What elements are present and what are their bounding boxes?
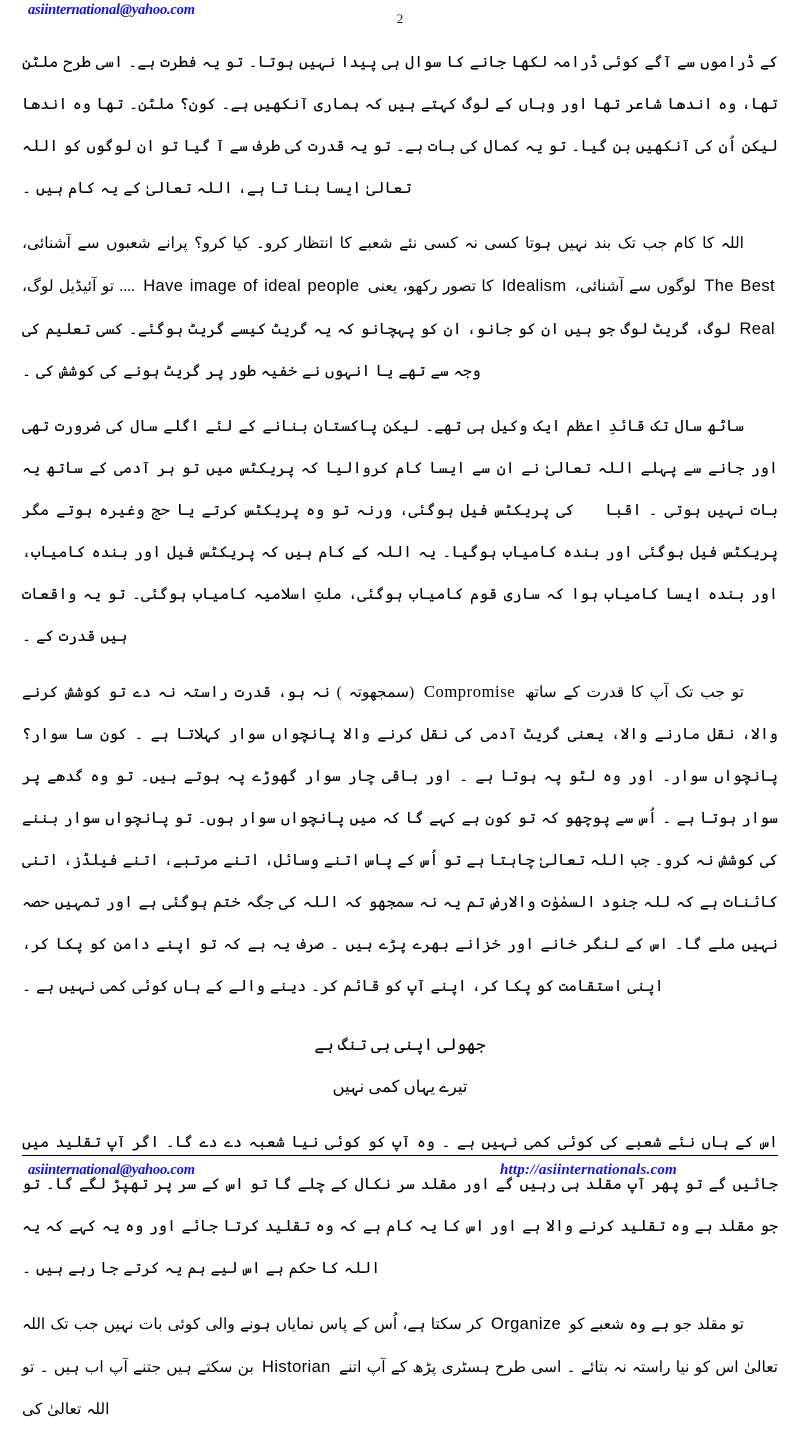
urdu-run: .... تو آئیڈیل لوگ، <box>22 278 141 295</box>
urdu-run: ساٹھ سال تک قائدِ اعظم ایک وکیل ہی تھے۔ لیکن پاکستان بنانے کے لئے اگلے سال کی ضرورت تھی اور جانے سے پہلے اللہ تعالیٰ نے ان سے ایسا کام کروالیا کہ پریکٹس میں تو ہر آدمی کے ساتھ یہ بات نہیں ہوتی ۔ اقبالؒ کی پریکٹس فیل ہوگئی، ورنہ تو وہ پریکٹس کرتے یا حج وغیرہ ہوتے مگر پریکٹس فیل ہوگئی اور بندہ کامیاب ہوگیا۔ یہ اللہ کے کام ہیں کہ پریکٹس فیل اور بندہ کامیاب، اور بندہ ایسا کامیاب ہوا کہ ساری قوم کامیاب ہوگئی، ملتِ اسلامیہ کامیاب ہوگئی۔ تو یہ واقعات ہیں قدرت کے ۔ <box>22 418 778 645</box>
english-term-idealism: Idealism <box>501 277 567 295</box>
footer-website-link[interactable]: http://asiinternationals.com <box>500 1162 677 1178</box>
english-term-organize: Organize <box>490 1315 562 1333</box>
footer-email-link[interactable]: asiinternational@yahoo.com <box>28 1162 195 1178</box>
verse-line-1: جھولی اپنی ہی تنگ ہے <box>314 1035 486 1054</box>
verse-block <box>22 1024 778 1108</box>
urdu-run: تو جب تک آپ کا قدرت کے ساتھ <box>518 684 744 701</box>
paragraph-6 <box>22 1303 778 1431</box>
urdu-run: اس کے ہاں نئے شعبے کی کوئی کمی نہیں ہے ۔ وہ آپ کو کوئی نیا شعبہ دے دے گا۔ اگر آپ تقلید میں جائیں گے تو پھر آپ مقلد ہی رہیں گے اور مقلد سر نکال کے چلے گا تو اس کے سر پر تھپڑ لگے گا۔ تو جو مقلد ہے وہ تقلید کرنے والا ہے اور اس کا یہ کام ہے کہ وہ تقلید کرتا جائے اور وہ یہ کہے کہ یہ اللہ کا حکم ہے اس لیے ہم یہ کرتے جا رہے ہیں ۔ <box>22 1134 778 1277</box>
urdu-run: تو مقلد جو ہے وہ شعبے کو <box>564 1316 744 1333</box>
document-body <box>22 42 778 1431</box>
paragraph-4 <box>22 671 778 1008</box>
paragraph-1 <box>22 42 778 210</box>
urdu-run: کا تصور رکھو، یعنی <box>362 278 499 295</box>
paragraph-2 <box>22 223 778 393</box>
urdu-run: لوگ، گریٹ لوگ جو ہیں ان کو جانو، ان کو پہچانو کہ یہ گریٹ کیسے گریٹ ہوگئے۔ کسی تعلیم کی وجہ سے تھے یا انہوں نے خفیہ طور پر گریٹ ہونے کی کوشش کی ۔ <box>22 321 737 380</box>
page-number: 2 <box>396 11 404 26</box>
page-header <box>0 0 800 44</box>
english-term-historian: Historian <box>262 1358 331 1376</box>
page-footer <box>22 1155 778 1186</box>
footer-row <box>22 1162 778 1186</box>
urdu-run: لوگوں سے آشنائی، <box>569 278 702 295</box>
urdu-run: کے ڈراموں سے آگے کوئی ڈرامہ لکھا جانے کا سوال ہی پیدا نہیں ہوتا۔ تو یہ فطرت ہے۔ اسی طرح ملٹن تھا، وہ اندھا شاعر تھا اور وہاں کے لوگ کہتے ہیں کہ ہماری آنکھیں ہے۔ کون؟ ملٹن۔ تھا وہ اندھا لیکن اُن کی آنکھیں بن گیا۔ تو یہ کمال کی بات ہے۔ تو یہ قدرت کی طرف سے آ گیا تو ان لوگوں کو اللہ تعالیٰ ایسا بنا تا ہے، اللہ تعالیٰ کے یہ کام ہیں ۔ <box>22 54 778 197</box>
urdu-run: بن سکتے ہیں جتنے آپ اب ہیں ۔ تو اللہ تعالیٰ کی <box>22 1359 260 1418</box>
english-term-compromise: Compromise <box>423 682 516 701</box>
paragraph-3 <box>22 406 778 658</box>
footer-divider <box>22 1155 778 1156</box>
urdu-run: کر سکتا ہے، اُس کے پاس نمایاں ہونے والی کوئی بات نہیں جب تک اللہ تعالیٰ اس کو نیا راستہ نہ بتائے ۔ اسی طرح ہسٹری پڑھ کے آپ اتنے <box>22 1316 778 1376</box>
verse-line-2: تیرے یہاں کمی نہیں <box>332 1077 468 1096</box>
header-email-link[interactable]: asiinternational@yahoo.com <box>28 2 195 18</box>
english-term-real: Real <box>739 320 775 338</box>
urdu-run: (سمجھوتہ ) نہ ہو، قدرت راستہ نہ دے تو کوشش کرنے والا، نقل مارنے والا، یعنی گریٹ آدمی کی نقل کرنے والا پانچواں سوار کہلاتا ہے ۔ کون سا سوار؟ پانچواں سوار۔ اور وہ لٹو پہ ہوتا ہے ۔ اور باقی چار سوار گھوڑے پہ ہوتے ہیں۔ تو وہ گدھے پر سوار ہوتا ہے ۔ اُس سے پوچھو کہ تو کون ہے کہے گا کہ میں پانچواں سوار ہوں۔ تو پانچواں سوار بننے کی کوشش نہ کرو۔ جب اللہ تعالیٰ چاہتا ہے تو اُس کے پاس اتنے وسائل، اتنے مرتبے، اتنے فیلڈز، اتنی کائنات ہے کہ للہ جنود السمٰوٰت والارض تم یہ نہ سمجھو کہ اللہ کی جگہ ختم ہوگئی ہے اور تمہیں حصہ نہیں ملے گا۔ اس کے لنگر خانے اور خزانے بھرے پڑے ہیں ۔ صرف یہ ہے کہ تو اپنے دامن کو پکا کر، اپنی استقامت کو پکا کر، اپنے آپ کو قائم کر۔ دینے والے کے ہاں کوئی کمی نہیں ہے ۔ <box>22 684 778 995</box>
paragraph-5 <box>22 1122 778 1290</box>
urdu-run: اللہ کا کام جب تک بند نہیں ہوتا کسی نہ کسی نئے شعبے کا انتظار کرو۔ کیا کرو؟ پرانے شعبوں سے آشنائی، <box>22 235 744 252</box>
english-phrase-have-image-of-ideal-people: Have image of ideal people <box>143 277 360 295</box>
english-term-the-best: The Best <box>704 277 775 295</box>
